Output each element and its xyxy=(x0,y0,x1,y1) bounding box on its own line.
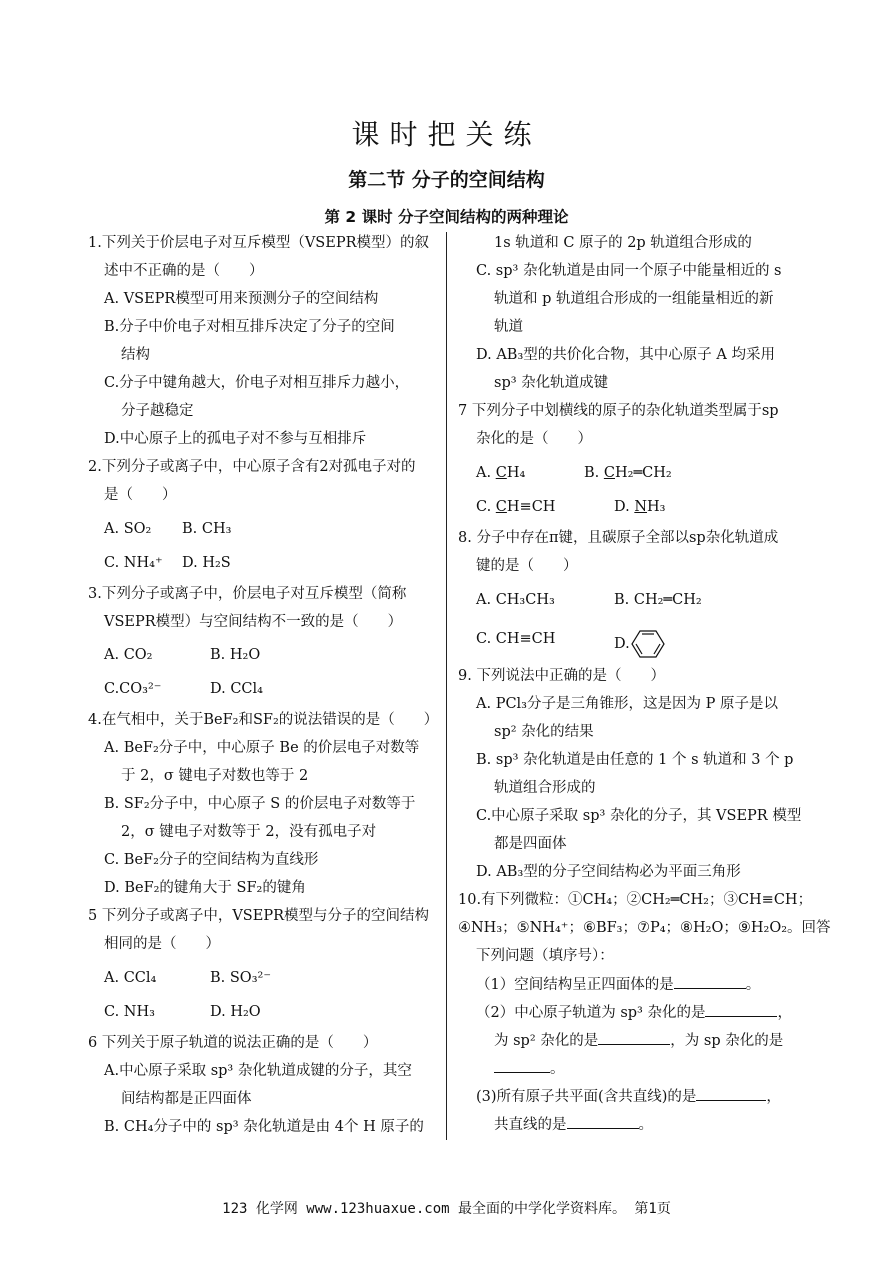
q9-option-b-line1: B. sp³ 杂化轨道是由任意的 1 个 s 轨道和 3 个 p xyxy=(476,752,794,768)
q10-part3-blank-line[interactable] xyxy=(567,1114,639,1129)
q10-part2-line3: 。 xyxy=(494,1058,565,1079)
q8-option-b: B. CH₂═CH₂ xyxy=(614,592,702,608)
q1-option-c-line2: 分子越稳定 xyxy=(121,403,194,419)
q7-d-prefix: D. xyxy=(614,499,635,515)
q3-stem-line2: VSEPR模型）与空间结构不一致的是（ ） xyxy=(104,614,403,630)
q7-option-b xyxy=(584,463,672,483)
q10-part2-line2 xyxy=(494,1030,783,1051)
q8-option-a: A. CH₃CH₃ xyxy=(476,592,555,608)
q9-option-c-line2: 都是四面体 xyxy=(494,836,567,852)
q10-part2-sp-text: ，为 sp 杂化的是 xyxy=(670,1033,784,1049)
page-title: 课时把关练 xyxy=(351,118,542,151)
q4-option-b-line1: B. SF₂分子中，中心原子 S 的价层电子对数等于 xyxy=(104,796,416,812)
q10-part2-line1: （2）中心原子轨道为 sp³ 杂化的是 ， xyxy=(476,1002,792,1023)
q1-stem-line2: 述中不正确的是（ ） xyxy=(104,263,264,279)
q5-option-a: A. CCl₄ xyxy=(104,970,157,986)
q4-option-c: C. BeF₂分子的空间结构为直线形 xyxy=(104,852,319,868)
q3-option-b: B. H₂O xyxy=(210,647,261,663)
q4-option-a-line1: A. BeF₂分子中，中心原子 Be 的价层电子对数等 xyxy=(104,740,420,756)
q7-option-a xyxy=(476,463,525,483)
q10-part2-blank-sp2[interactable] xyxy=(598,1030,670,1045)
q10-part3-line2: 共直线的是 。 xyxy=(494,1114,653,1135)
benzene-ring-icon xyxy=(630,629,666,659)
q10-stem-line3: 下列问题（填序号）： xyxy=(476,948,614,964)
q2-option-b: B. CH₃ xyxy=(182,521,232,537)
q7-d-atom: N xyxy=(634,499,648,515)
q7-c-rest: H≡CH xyxy=(506,499,556,515)
q7-a-rest: H₄ xyxy=(506,465,526,481)
q4-option-a-line2: 于 2，σ 键电子对数也等于 2 xyxy=(121,768,309,784)
q10-part2-sp2-text: 为 sp² 杂化的是 xyxy=(494,1033,599,1049)
lesson-title: 第 2 课时 分子空间结构的两种理论 xyxy=(324,208,569,226)
q6-option-b-line1: B. CH₄分子中的 sp³ 杂化轨道是由 4个 H 原子的 xyxy=(104,1119,424,1135)
q7-a-prefix: A. xyxy=(476,465,496,481)
q10-part1: （1）空间结构呈正四面体的是 。 xyxy=(476,974,760,995)
q10-part3-text: (3)所有原子共平面(含共直线)的是 xyxy=(476,1089,697,1105)
q2-option-a: A. SO₂ xyxy=(104,521,152,537)
q10-part2-blank-sp3[interactable] xyxy=(705,1002,777,1017)
q9-option-a-line2: sp² 杂化的结果 xyxy=(494,724,594,740)
q2-stem-line2: 是（ ） xyxy=(104,487,177,503)
q1-option-b-line1: B.分子中价电子对相互排斥决定了分子的空间 xyxy=(104,319,395,335)
q10-part3-line-text: 共直线的是 xyxy=(494,1117,567,1133)
q8-d-label: D. xyxy=(614,636,630,652)
q3-option-d: D. CCl₄ xyxy=(210,681,263,697)
q1-option-d: D.中心原子上的孤电子对不参与互相排斥 xyxy=(104,431,367,447)
q7-a-atom: C xyxy=(495,465,507,481)
q8-stem-line2: 键的是（ ） xyxy=(476,558,578,574)
q6-option-a-line2: 间结构都是正四面体 xyxy=(121,1091,252,1107)
q7-b-rest: H₂═CH₂ xyxy=(614,465,672,481)
q6-option-d-line2: sp³ 杂化轨道成键 xyxy=(494,375,609,391)
q10-part3-blank-plane[interactable] xyxy=(696,1086,766,1101)
q1-option-c-line1: C.分子中键角越大，价电子对相互排斥力越小， xyxy=(104,375,410,391)
q7-b-prefix: B. xyxy=(584,465,604,481)
q10-part1-blank[interactable] xyxy=(674,974,746,989)
q3-stem-line1: 3.下列分子或离子中，价层电子对互斥模型（简称 xyxy=(88,586,407,602)
q10-part1-text: （1）空间结构呈正四面体的是 xyxy=(476,977,674,993)
q6-option-a-line1: A.中心原子采取 sp³ 杂化轨道成键的分子，其空 xyxy=(104,1063,412,1079)
q10-part2-text: （2）中心原子轨道为 sp³ 杂化的是 xyxy=(476,1005,706,1021)
q7-stem-line1: 7 下列分子中划横线的原子的杂化轨道类型属于sp xyxy=(458,403,779,419)
q9-option-c-line1: C.中心原子采取 sp³ 杂化的分子，其 VSEPR 模型 xyxy=(476,808,802,824)
q8-option-d xyxy=(614,629,666,659)
q4-stem: 4.在气相中，关于BeF₂和SF₂的说法错误的是（ ） xyxy=(88,712,439,728)
page-footer: 123 化学网 www.123huaxue.com 最全面的中学化学资料库。 第1页 xyxy=(222,1201,671,1217)
q5-option-d: D. H₂O xyxy=(210,1004,261,1020)
column-divider xyxy=(446,232,447,1140)
q5-stem-line1: 5 下列分子或离子中，VSEPR模型与分子的空间结构 xyxy=(88,908,429,924)
q6-option-b-line2: 1s 轨道和 C 原子的 2p 轨道组合形成的 xyxy=(494,235,752,251)
q6-option-c-line1: C. sp³ 杂化轨道是由同一个原子中能量相近的 s xyxy=(476,263,782,279)
q5-stem-line2: 相同的是（ ） xyxy=(104,936,220,952)
q3-option-c: C.CO₃²⁻ xyxy=(104,681,162,697)
q9-option-a-line1: A. PCl₃分子是三角锥形，这是因为 P 原子是以 xyxy=(476,696,778,712)
q9-option-d: D. AB₃型的分子空间结构必为平面三角形 xyxy=(476,864,741,880)
q7-c-atom: C xyxy=(495,499,507,515)
q1-option-b-line2: 结构 xyxy=(121,347,150,363)
q8-stem-line1: 8. 分子中存在π键，且碳原子全部以sp杂化轨道成 xyxy=(458,530,779,546)
q7-d-rest: H₃ xyxy=(647,499,666,515)
q10-part2-blank-sp[interactable] xyxy=(494,1058,550,1073)
q9-stem: 9. 下列说法中正确的是（ ） xyxy=(458,668,665,684)
q9-option-b-line2: 轨道组合形成的 xyxy=(494,780,596,796)
q6-option-c-line3: 轨道 xyxy=(494,319,523,335)
q5-option-c: C. NH₃ xyxy=(104,1004,155,1020)
q1-stem-line1: 1.下列关于价层电子对互斥模型（VSEPR模型）的叙 xyxy=(88,235,429,251)
q5-option-b: B. SO₃²⁻ xyxy=(210,970,271,986)
q2-option-c: C. NH₄⁺ xyxy=(104,555,163,571)
q8-option-c: C. CH≡CH xyxy=(476,631,556,647)
q4-option-d: D. BeF₂的键角大于 SF₂的键角 xyxy=(104,880,306,896)
q7-stem-line2: 杂化的是（ ） xyxy=(476,431,592,447)
q10-part3-line1: (3)所有原子共平面(含共直线)的是 ， xyxy=(476,1086,781,1107)
section-title: 第二节 分子的空间结构 xyxy=(348,169,545,191)
q2-option-d: D. H₂S xyxy=(182,555,231,571)
q4-option-b-line2: 2，σ 键电子对数等于 2，没有孤电子对 xyxy=(121,824,377,840)
q7-option-c xyxy=(476,497,555,517)
q1-option-a: A. VSEPR模型可用来预测分子的空间结构 xyxy=(104,291,379,307)
q7-option-d xyxy=(614,497,665,517)
q6-stem: 6 下列关于原子轨道的说法正确的是（ ） xyxy=(88,1035,378,1051)
q7-b-atom: C xyxy=(603,465,615,481)
q6-option-d-line1: D. AB₃型的共价化合物，其中心原子 A 均采用 xyxy=(476,347,775,363)
q10-stem-line2: ④NH₃；⑤NH₄⁺；⑥BF₃；⑦P₄；⑧H₂O；⑨H₂O₂。回答 xyxy=(458,920,831,936)
q3-option-a: A. CO₂ xyxy=(104,647,153,663)
q7-c-prefix: C. xyxy=(476,499,496,515)
q2-stem-line1: 2.下列分子或离子中，中心原子含有2对孤电子对的 xyxy=(88,459,416,475)
q10-stem-line1: 10.有下列微粒：①CH₄；②CH₂═CH₂；③CH≡CH； xyxy=(458,892,813,908)
q6-option-c-line2: 轨道和 p 轨道组合形成的一组能量相近的新 xyxy=(494,291,774,307)
